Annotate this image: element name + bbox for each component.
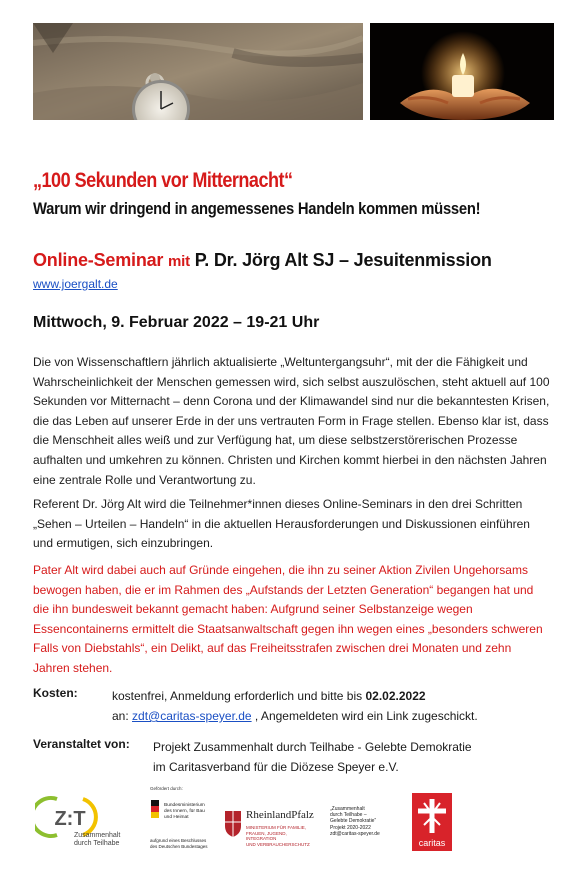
- kosten-details: [112, 686, 552, 726]
- registration-deadline: 02.02.2022: [365, 689, 426, 703]
- website-link[interactable]: www.joergalt.de: [33, 277, 118, 291]
- rlp-sub-line-2: FRAUEN, JUGEND, INTEGRATION: [246, 830, 287, 841]
- zt-caption-line-2: durch Teilhabe: [74, 840, 120, 847]
- bmi-foot-line-1: aufgrund eines Beschlusses: [150, 838, 207, 843]
- organizer-line-2: im Caritasverband für die Diözese Speyer e.V.: [153, 760, 399, 774]
- rlp-crest-icon: [224, 808, 242, 838]
- referent-paragraph: Referent Dr. Jörg Alt wird die Teilnehmer*innen dieses Online-Seminars in den drei Schritten „Sehen – Urteilen – Handeln“ in die aktuellen Herausforderungen und Diskussionen einführen und ermutigen, sich einzubringen.: [33, 497, 530, 551]
- registration-email-link[interactable]: zdt@caritas-speyer.de: [132, 709, 252, 723]
- rlp-name: RheinlandPfalz: [246, 809, 314, 821]
- bmi-footnote: [150, 838, 230, 849]
- zt-logo-text: Z:T: [54, 808, 86, 830]
- caritas-logo: [412, 793, 452, 851]
- zt-caption-line-1: Zusammenhalt: [74, 832, 121, 839]
- kosten-an: an:: [112, 709, 133, 723]
- zt-logo-caption: [74, 832, 120, 848]
- rlp-sub-line-1: MINISTERIUM FÜR FAMILIE,: [246, 825, 307, 830]
- page-subtitle: Warum wir dringend in angemessenes Handeln kommen müssen!: [33, 199, 481, 218]
- bmi-line-1: Bundesministerium: [164, 803, 205, 808]
- kosten-line-1: [112, 686, 552, 706]
- proj-line-5: zdt@caritas-speyer.de: [330, 830, 380, 837]
- civil-disobedience-paragraph: Pater Alt wird dabei auch auf Gründe eingehen, die ihn zu seiner Aktion Zivilen Ungehorsams bewogen haben, die er im Rahmen des „Aufstands der Letzten Generation“ begangen hat und die ihn bundesweit bekannt gemacht haben: Aufgrund seiner Selbstanzeige wegen Essencontainerns ermittelt die Staatsanwaltschaft gegen ihn wegen eines „besonders schweren Falls von Diebstahls“, ein Delikt, auf das Freiheitsstrafen zwischen drei Monaten und zehn Jahren stehen.: [33, 563, 543, 675]
- page-title: „100 Sekunden vor Mitternacht“: [33, 169, 293, 192]
- kosten-text: kostenfrei, Anmeldung erforderlich und bitte bis: [112, 689, 366, 703]
- project-stamp: [330, 806, 410, 837]
- federal-eagle-icon: [151, 800, 159, 818]
- proj-line-3: Gelebte Demokratie“: [330, 818, 377, 825]
- seminar-mit: mit: [168, 253, 190, 270]
- proj-line-1: „Zusammenhalt: [330, 806, 365, 812]
- event-date: Mittwoch, 9. Februar 2022 – 19-21 Uhr: [33, 314, 320, 331]
- organizer-label: Veranstaltet von:: [33, 737, 130, 751]
- rlp-ministry: [246, 825, 316, 847]
- caritas-logo-text: caritas: [418, 838, 446, 848]
- bmi-line-3: und Heimat: [164, 815, 189, 820]
- kosten-line-2: [112, 706, 552, 726]
- seminar-heading: [33, 250, 492, 271]
- proj-line-4: Projekt 2020-2022: [330, 824, 371, 831]
- rlp-crest-shape: [224, 808, 242, 838]
- seminar-label: Online-Seminar: [33, 250, 164, 270]
- candle-hands-illustration: [370, 23, 554, 120]
- caritas-logo-mark: [412, 793, 452, 851]
- bmi-foot-line-2: des Deutschen Bundestages: [150, 843, 208, 849]
- bmi-name: [164, 803, 224, 821]
- candle-hands-image: [370, 23, 554, 120]
- rlp-sub-line-3: UND VERBRAUCHERSCHUTZ: [246, 841, 310, 847]
- funding-label: Gefördert durch:: [150, 786, 183, 791]
- kosten-line-2-rest: , Angemeldeten wird ein Link zugeschickt.: [251, 709, 478, 723]
- organizer-details: [153, 737, 553, 777]
- intro-paragraph: Die von Wissenschaftlern jährlich aktualisierte „Weltuntergangsuhr“, mit der die Fähigkeit und Wahrscheinlichkeit der Menschen gemessen wird, sich selbst auszulöschen, steht aktuell auf 100 Sekunden vor Mitternacht – denn Corona und der Klimawandel sind nur die bekanntesten Krisen, die das Leben auf unserer Erde in der uns vertrauten Form in Frage stellen. Ebenso klar ist, dass die Menschheit alles weiß und zur Verfügung hat, um diese selbstzerstörerischen Prozesse aufhalten und umkehren zu können. Christen und Kirchen kommt hierbei in den nächsten Jahren eine zentrale Rolle und Verantwortung zu.: [33, 355, 550, 487]
- speaker-name: P. Dr. Jörg Alt SJ – Jesuitenmission: [194, 250, 492, 270]
- pocket-watch-illustration: [33, 23, 363, 120]
- kosten-label: Kosten:: [33, 686, 78, 700]
- organizer-line-1: Projekt Zusammenhalt durch Teilhabe - Gelebte Demokratie: [153, 740, 472, 754]
- bmi-line-2: des Innern, für Bau: [164, 809, 205, 814]
- proj-line-2: durch Teilhabe –: [330, 812, 367, 819]
- pocket-watch-image: [33, 23, 363, 120]
